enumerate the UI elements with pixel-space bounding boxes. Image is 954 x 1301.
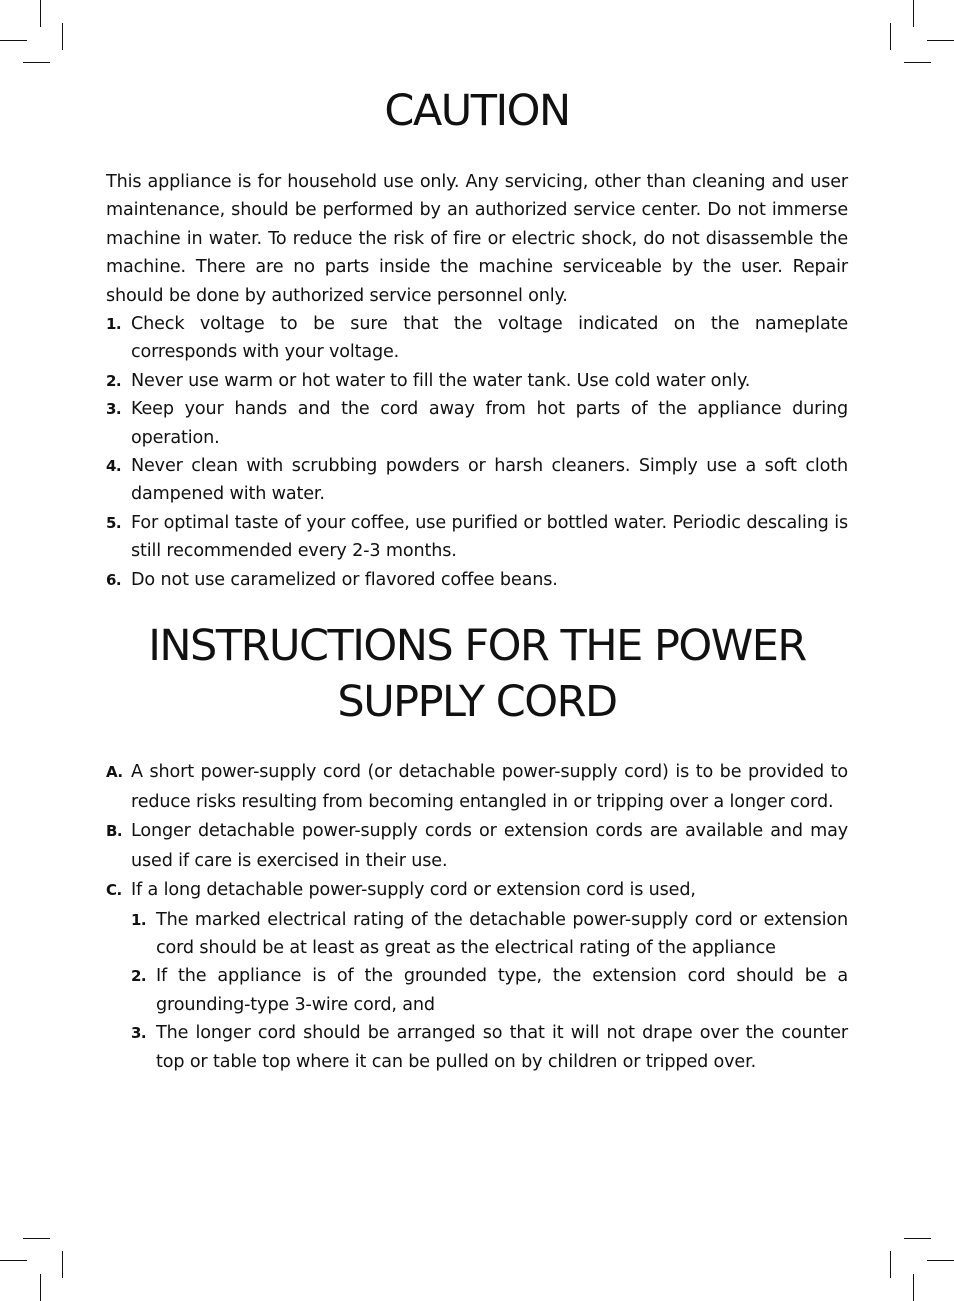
crop-mark [927, 40, 954, 41]
caution-item [106, 452, 848, 509]
list-item-text: If the appliance is of the grounded type, the extension cord should be a grounding-type 3-wire cord, and [156, 966, 848, 1015]
crop-mark [890, 23, 891, 50]
caution-item [106, 566, 848, 594]
crop-mark [904, 1238, 931, 1239]
caution-item [106, 509, 848, 566]
list-marker: 4. [106, 457, 122, 476]
crop-mark [62, 1251, 63, 1278]
power-cord-heading-line1: INSTRUCTIONS FOR THE POWER [148, 621, 806, 672]
list-item-text: The longer cord should be arranged so that it will not drape over the counter top or table top where it can be pulled on by children or tripped over. [156, 1023, 848, 1072]
power-cord-item [106, 876, 848, 1076]
caution-item [106, 310, 848, 367]
list-item-text: Never use warm or hot water to fill the water tank. Use cold water only. [131, 370, 751, 391]
list-marker: 2. [106, 371, 122, 390]
power-cord-item [106, 817, 848, 876]
caution-list [106, 310, 848, 594]
crop-mark [40, 0, 41, 27]
crop-mark [913, 1274, 914, 1301]
document-page [106, 82, 848, 1076]
crop-mark [40, 1274, 41, 1301]
power-cord-subitem [131, 906, 848, 963]
list-marker: 2. [131, 967, 147, 986]
list-marker: 1. [106, 315, 122, 334]
list-item-text: Do not use caramelized or flavored coffee beans. [131, 569, 558, 590]
crop-mark [927, 1260, 954, 1261]
crop-mark [904, 62, 931, 63]
list-marker: 6. [106, 570, 122, 589]
crop-mark [0, 40, 27, 41]
list-item-text: If a long detachable power-supply cord or extension cord is used, [131, 880, 696, 901]
list-item-text: Keep your hands and the cord away from hot parts of the appliance during operation. [131, 399, 848, 448]
power-cord-heading [106, 618, 848, 730]
power-cord-item [106, 758, 848, 817]
list-item-text: Never clean with scrubbing powders or harsh cleaners. Simply use a soft cloth dampened with water. [131, 456, 848, 505]
list-marker: 3. [131, 1024, 147, 1043]
caution-intro: This appliance is for household use only. Any servicing, other than cleaning and user maintenance, should be performed by an authorized service center. Do not immerse machine in water. To reduce the risk of fire or electric shock, do not disassemble the machine. There are no parts inside the machine serviceable by the user. Repair should be done by authorized service personnel only. [106, 172, 848, 306]
power-cord-sublist [131, 906, 848, 1076]
list-item-text: The marked electrical rating of the detachable power-supply cord or extension cord should be at least as great as the electrical rating of the appliance [156, 909, 848, 958]
crop-mark [0, 1260, 27, 1261]
power-cord-subitem [131, 1019, 848, 1076]
list-marker: A. [106, 763, 123, 782]
caution-heading: CAUTION [384, 86, 570, 136]
caution-item [106, 395, 848, 452]
list-marker: 3. [106, 400, 122, 419]
caution-item [106, 367, 848, 395]
list-marker: B. [106, 822, 123, 841]
power-cord-list [106, 758, 848, 1076]
crop-mark [890, 1251, 891, 1278]
power-cord-subitem [131, 962, 848, 1019]
list-item-text: Longer detachable power-supply cords or extension cords are available and may used if care is exercised in their use. [131, 821, 848, 871]
list-marker: C. [106, 881, 122, 900]
list-item-text: For optimal taste of your coffee, use purified or bottled water. Periodic descaling is still recommended every 2-3 months. [131, 512, 848, 562]
list-marker: 5. [106, 513, 122, 532]
list-item-text: Check voltage to be sure that the voltage indicated on the nameplate corresponds with your voltage. [131, 314, 848, 363]
crop-mark [913, 0, 914, 27]
list-marker: 1. [131, 910, 147, 929]
crop-mark [23, 62, 50, 63]
crop-mark [62, 23, 63, 50]
crop-mark [23, 1238, 50, 1239]
list-item-text: A short power-supply cord (or detachable power-supply cord) is to be provided to reduce risks resulting from becoming entangled in or tripping over a longer cord. [131, 762, 848, 812]
power-cord-heading-line2: SUPPLY CORD [337, 677, 617, 728]
